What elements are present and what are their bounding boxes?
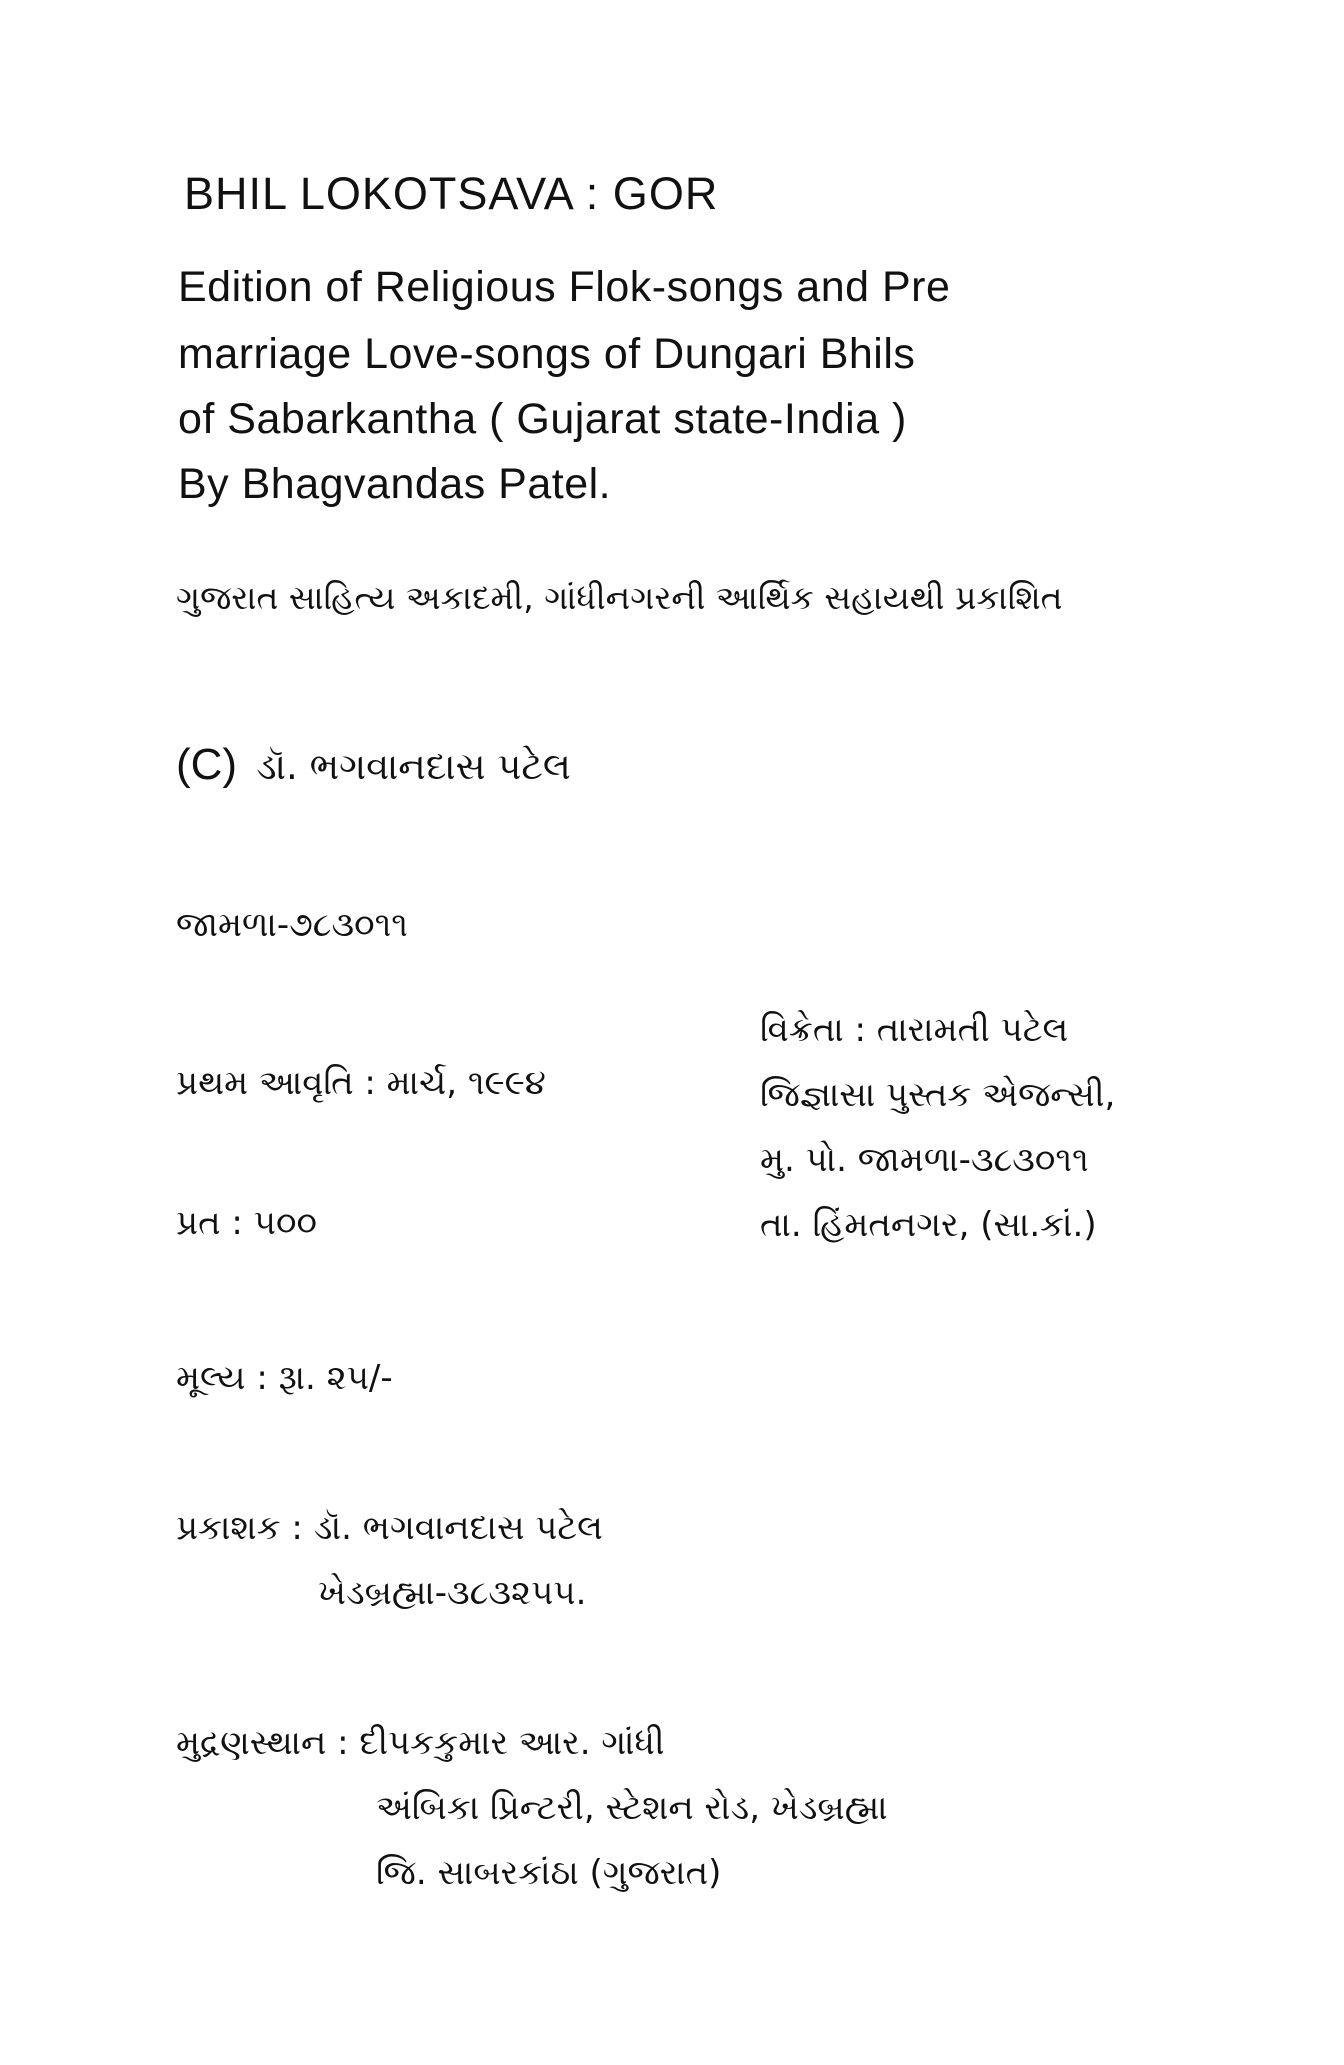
printer-line-3: જિ. સાબરકાંઠા (ગુજરાત) <box>376 1853 722 1893</box>
printer-line-1: મુદ્રણસ્થાન : દીપકકુમાર આર. ગાંધી <box>176 1723 665 1763</box>
seller-line-1: વિક્રેતા : તારામતી પટેલ <box>760 1010 1069 1050</box>
description-line-4: By Bhagvandas Patel. <box>178 460 612 508</box>
copyright-holder: ડૉ. ભગવાનદાસ પટેલ <box>256 745 571 788</box>
publisher-line-1: પ્રકાશક : ડૉ. ભગવાનદાસ પટેલ <box>176 1508 603 1548</box>
seller-line-2: જિજ્ઞાસા પુસ્તક એજન્સી, <box>760 1075 1116 1115</box>
copyright-line <box>176 740 571 790</box>
copies-line: પ્રત : ૫૦૦ <box>176 1203 317 1243</box>
price-line: મૂલ્ય : રૂા. ૨૫/- <box>176 1358 393 1398</box>
printer-line-2: અંબિકા પ્રિન્ટરી, સ્ટેશન રોડ, ખેડબ્રહ્મા <box>376 1788 888 1828</box>
description-line-1: Edition of Religious Flok-songs and Pre <box>178 263 951 311</box>
description-line-3: of Sabarkantha ( Gujarat state-India ) <box>178 395 907 443</box>
book-title: BHIL LOKOTSAVA : GOR <box>184 168 719 219</box>
publisher-line-2: ખેડબ્રહ્મા-૩૮૩૨૫૫. <box>318 1573 587 1613</box>
description-line-2: marriage Love-songs of Dungari Bhils <box>178 330 916 378</box>
seller-line-3: મુ. પો. જામળા-૩૮૩૦૧૧ <box>760 1140 1089 1180</box>
edition-line: પ્રથમ આવૃતિ : માર્ચ, ૧૯૯૪ <box>176 1063 546 1103</box>
copyright-symbol: (C) <box>176 740 238 789</box>
place-code: જામળા-૭૮૩૦૧૧ <box>176 905 408 945</box>
seller-line-4: તા. હિંમતનગર, (સા.કાં.) <box>760 1205 1097 1245</box>
academy-note: ગુજરાત સાહિત્ય અકાદમી, ગાંધીનગરની આર્થિક સહાયથી પ્રકાશિત <box>176 578 1063 617</box>
